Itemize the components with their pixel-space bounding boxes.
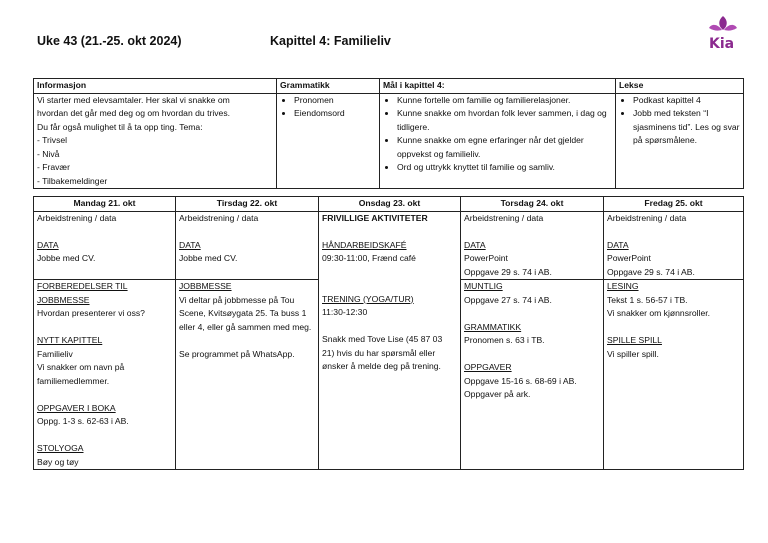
activity-text: 09:30-11:00, Frænd café	[322, 253, 416, 263]
activity-text: Oppgave 29 s. 74 i AB.	[464, 266, 552, 277]
section-heading: STOLYOGA	[37, 443, 84, 453]
section-heading: LESING	[607, 281, 639, 291]
activity-text: Oppgaver på ark.	[464, 389, 531, 399]
section-heading: GRAMMATIKK	[464, 321, 522, 332]
monday-afternoon-cell	[34, 280, 176, 470]
activity-text: Vi snakker om kjønnsroller.	[607, 308, 711, 318]
homework-item: • Jobb med teksten “I sjasminens tid”. Les og svar på spørsmålene.	[633, 107, 740, 148]
activity-text: Tekst 1 s. 56-57 i TB.	[607, 294, 688, 305]
col-header-homework: Lekse	[616, 79, 744, 94]
activity-text: Jobbe med CV.	[37, 253, 96, 263]
col-header-grammar: Grammatikk	[277, 79, 380, 94]
info-line: - Trivsel	[37, 135, 68, 145]
grammar-item: • Eiendomsord	[294, 107, 376, 121]
section-heading: NYTT KAPITTEL	[37, 335, 103, 345]
activity-text: Vi spiller spill.	[607, 348, 659, 359]
activity-text: Hvordan presenterer vi oss?	[37, 308, 145, 318]
section-title: FRIVILLIGE AKTIVITETER	[322, 212, 428, 223]
tuesday-morning-cell	[176, 211, 319, 280]
chapter-title: Kapittel 4: Familieliv	[270, 34, 391, 48]
day-header-thursday: Torsdag 24. okt	[461, 197, 604, 212]
section-heading: FORBEREDELSER TIL JOBBMESSE	[37, 281, 128, 305]
activity-text: Vi deltar på jobbmesse på Tou Scene, Kvitsøygata 25. Ta buss 1 eller 4, eller gå sammen med meg.	[179, 294, 312, 332]
logo-text: Kia	[709, 36, 735, 52]
monday-morning-cell	[34, 211, 176, 280]
activity-text: PowerPoint	[607, 253, 651, 263]
goal-item: • Kunne snakke om egne erfaringer når det gjelder oppvekst og familieliv.	[397, 134, 612, 161]
activity-text: Arbeidstrening / data	[464, 212, 544, 223]
section-heading: TRENING (YOGA/TUR)	[322, 293, 414, 304]
info-line: Vi starter med elevsamtaler. Her skal vi snakke om	[37, 94, 230, 105]
activity-text: Familieliv	[37, 348, 73, 359]
day-header-monday: Mandag 21. okt	[34, 197, 176, 212]
activity-text: Arbeidstrening / data	[607, 212, 687, 223]
wednesday-cell	[319, 211, 461, 470]
goal-item: • Kunne snakke om hvordan folk lever sammen, i dag og tidligere.	[397, 107, 612, 134]
activity-text: Vi snakker om navn på familiemedlemmer.	[37, 362, 125, 386]
section-heading: DATA	[179, 239, 201, 250]
activity-text: Oppgave 15-16 s. 68-69 i AB.	[464, 375, 577, 386]
thursday-afternoon-cell	[461, 280, 604, 470]
day-header-tuesday: Tirsdag 22. okt	[176, 197, 319, 212]
activity-text: PowerPoint	[464, 253, 508, 263]
activity-text: Arbeidstrening / data	[179, 212, 259, 223]
info-line: - Fravær	[37, 162, 70, 172]
activity-text: Bøy og tøy	[37, 456, 79, 467]
friday-morning-cell	[604, 211, 744, 280]
section-heading: DATA	[37, 239, 59, 250]
grammar-item: • Pronomen	[294, 94, 376, 108]
goals-cell	[380, 93, 616, 189]
info-line: Du får også mulighet til å ta opp ting. Tema:	[37, 121, 203, 132]
goal-item: • Kunne fortelle om familie og familierelasjoner.	[397, 94, 612, 108]
activity-text: Oppgave 29 s. 74 i AB.	[607, 266, 695, 277]
activity-text: Jobbe med CV.	[179, 253, 238, 263]
goal-item: • Ord og uttrykk knyttet til familie og samliv.	[397, 161, 612, 175]
activity-text: 11:30-12:30	[322, 307, 368, 317]
week-schedule-table	[33, 196, 744, 470]
info-line: - Tilbakemeldinger	[37, 175, 108, 186]
info-line: - Nivå	[37, 148, 60, 159]
day-header-wednesday: Onsdag 23. okt	[319, 197, 461, 212]
activity-text: Snakk med Tove Lise (45 87 03 21) hvis du har spørsmål eller ønsker å melde deg på trening.	[322, 334, 443, 371]
section-heading: SPILLE SPILL	[607, 335, 662, 345]
activity-text: Pronomen s. 63 i TB.	[464, 335, 545, 345]
friday-afternoon-cell	[604, 280, 744, 470]
section-heading: MUNTLIG	[464, 281, 503, 291]
activity-text: Arbeidstrening / data	[37, 212, 117, 223]
info-cell	[34, 93, 277, 189]
grammar-cell	[277, 93, 380, 189]
activity-text: Oppg. 1-3 s. 62-63 i AB.	[37, 416, 129, 426]
col-header-goals: Mål i kapittel 4:	[380, 79, 616, 94]
section-heading: DATA	[464, 239, 486, 250]
section-heading: OPPGAVER	[464, 362, 512, 372]
thursday-morning-cell	[461, 211, 604, 280]
homework-cell	[616, 93, 744, 189]
tuesday-afternoon-cell	[176, 280, 319, 470]
section-heading: HÅNDARBEIDSKAFÉ	[322, 239, 407, 250]
homework-item: • Podkast kapittel 4	[633, 94, 740, 108]
week-title: Uke 43 (21.-25. okt 2024)	[37, 34, 182, 48]
day-header-friday: Fredag 25. okt	[604, 197, 744, 212]
activity-text: Oppgave 27 s. 74 i AB.	[464, 294, 552, 305]
col-header-info: Informasjon	[34, 79, 277, 94]
section-heading: OPPGAVER I BOKA	[37, 402, 116, 413]
overview-table	[33, 78, 744, 189]
info-line: hvordan det går med deg og om hvordan du trives.	[37, 108, 230, 118]
section-heading: JOBBMESSE	[179, 281, 232, 291]
activity-text: Se programmet på WhatsApp.	[179, 348, 295, 359]
section-heading: DATA	[607, 239, 629, 250]
